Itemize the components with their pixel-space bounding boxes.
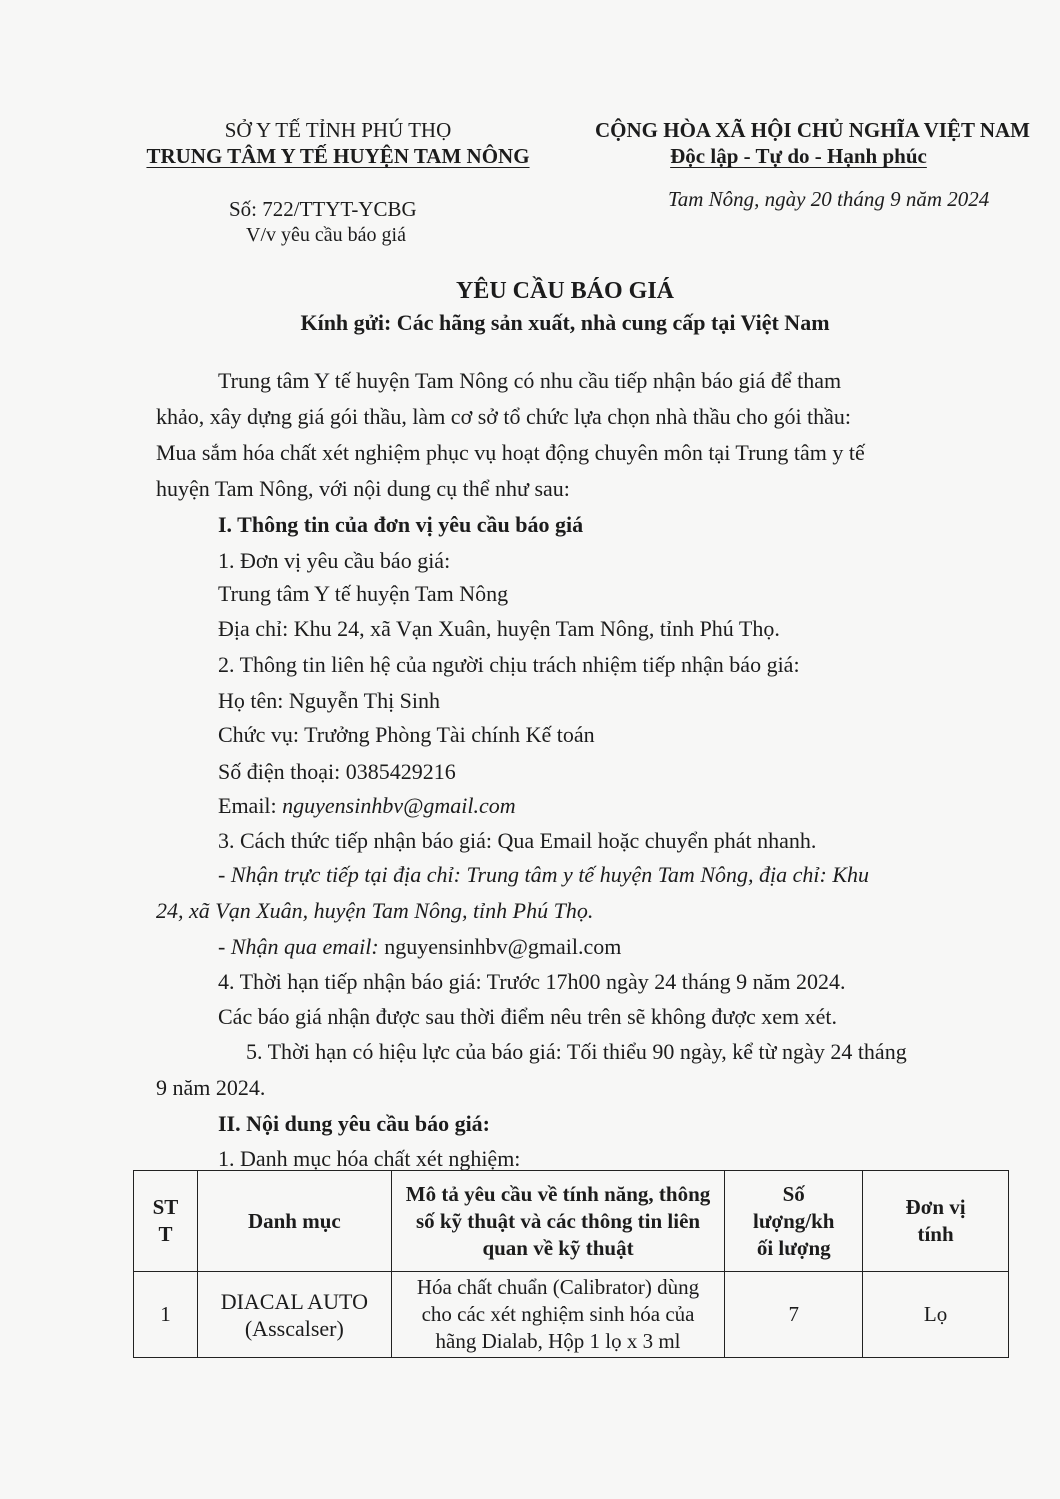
- document-subject: V/v yêu cầu báo giá: [246, 224, 406, 246]
- contact-email: [218, 791, 516, 821]
- receiving-method: 3. Cách thức tiếp nhận báo giá: Qua Email hoặc chuyển phát nhanh.: [218, 828, 817, 853]
- document-title: YÊU CẦU BÁO GIÁ: [455, 278, 674, 304]
- direct-delivery-line-1: - Nhận trực tiếp tại địa chỉ: Trung tâm y tế huyện Tam Nông, địa chỉ: Khu: [218, 862, 869, 887]
- intro-line-1: Trung tâm Y tế huyện Tam Nông có nhu cầu tiếp nhận báo giá để tham: [218, 368, 842, 393]
- issuer-organization: TRUNG TÂM Y TẾ HUYỆN TAM NÔNG: [146, 144, 530, 168]
- cell-description: Hóa chất chuẩn (Calibrator) dùng cho các xét nghiệm sinh hóa của hãng Dialab, Hộp 1 lọ x 3 ml: [391, 1272, 725, 1358]
- validity-line-1: 5. Thời hạn có hiệu lực của báo giá: Tối thiểu 90 ngày, kể từ ngày 24 tháng: [246, 1039, 907, 1064]
- intro-line-4: huyện Tam Nông, với nội dung cụ thể như sau:: [156, 476, 570, 501]
- chemical-table: [133, 1170, 1009, 1358]
- intro-line-2: khảo, xây dựng giá gói thầu, làm cơ sở tổ chức lựa chọn nhà thầu cho gói thầu:: [156, 404, 852, 429]
- document-date: Tam Nông, ngày 20 tháng 9 năm 2024: [668, 187, 990, 211]
- col-header-description: Mô tả yêu cầu về tính năng, thông số kỹ thuật và các thông tin liên quan về kỹ thuật: [391, 1171, 725, 1272]
- country-name: CỘNG HÒA XÃ HỘI CHỦ NGHĨA VIỆT NAM: [594, 118, 1031, 142]
- intro-line-3: Mua sắm hóa chất xét nghiệm phục vụ hoạt động chuyên môn tại Trung tâm y tế: [156, 440, 865, 465]
- contact-info-label: 2. Thông tin liên hệ của người chịu trách nhiệm tiếp nhận báo giá:: [218, 652, 800, 677]
- section-1-heading: I. Thông tin của đơn vị yêu cầu báo giá: [218, 512, 584, 537]
- deadline-note: Các báo giá nhận được sau thời điểm nêu trên sẽ không được xem xét.: [218, 1004, 837, 1029]
- issuer-department: SỞ Y TẾ TỈNH PHÚ THỌ: [224, 118, 452, 142]
- issuer-block: [118, 117, 558, 169]
- national-motto: Độc lập - Tự do - Hạnh phúc: [670, 144, 927, 168]
- requesting-unit-name: Trung tâm Y tế huyện Tam Nông: [218, 581, 509, 606]
- col-header-quantity: Số lượng/kh ối lượng: [725, 1171, 863, 1272]
- requesting-unit-label: 1. Đơn vị yêu cầu báo giá:: [218, 548, 451, 573]
- cell-name: DIACAL AUTO (Asscalser): [197, 1272, 391, 1358]
- col-header-name: Danh mục: [197, 1171, 391, 1272]
- table-header-row: [134, 1171, 1009, 1272]
- cell-quantity: 7: [725, 1272, 863, 1358]
- direct-delivery-line-2: 24, xã Vạn Xuân, huyện Tam Nông, tỉnh Phú Thọ.: [156, 898, 594, 923]
- national-motto-block: [570, 117, 1055, 169]
- cell-stt: 1: [134, 1272, 198, 1358]
- validity-line-2: 9 năm 2024.: [156, 1075, 266, 1100]
- document-number: Số: 722/TTYT-YCBG: [229, 197, 417, 221]
- requesting-unit-address: Địa chỉ: Khu 24, xã Vạn Xuân, huyện Tam Nông, tỉnh Phú Thọ.: [218, 616, 780, 641]
- contact-phone: Số điện thoại: 0385429216: [218, 759, 456, 784]
- contact-name: Họ tên: Nguyễn Thị Sinh: [218, 688, 441, 713]
- col-header-stt: ST T: [134, 1171, 198, 1272]
- contact-email-link[interactable]: nguyensinhbv@gmail.com: [282, 793, 516, 818]
- section-2-heading: II. Nội dung yêu cầu báo giá:: [218, 1111, 491, 1136]
- table-row: [134, 1272, 1009, 1358]
- deadline: 4. Thời hạn tiếp nhận báo giá: Trước 17h00 ngày 24 tháng 9 năm 2024.: [218, 969, 846, 994]
- email-delivery-link[interactable]: nguyensinhbv@gmail.com: [384, 934, 622, 959]
- email-delivery: [218, 932, 621, 962]
- cell-unit: Lọ: [863, 1272, 1009, 1358]
- contact-email-label: Email:: [218, 793, 283, 818]
- contact-position: Chức vụ: Trưởng Phòng Tài chính Kế toán: [218, 722, 595, 747]
- chemical-list-label: 1. Danh mục hóa chất xét nghiệm:: [218, 1146, 521, 1171]
- recipient-line: Kính gửi: Các hãng sản xuất, nhà cung cấp tại Việt Nam: [300, 310, 830, 335]
- email-delivery-label: - Nhận qua email:: [218, 934, 385, 959]
- col-header-unit: Đơn vị tính: [863, 1171, 1009, 1272]
